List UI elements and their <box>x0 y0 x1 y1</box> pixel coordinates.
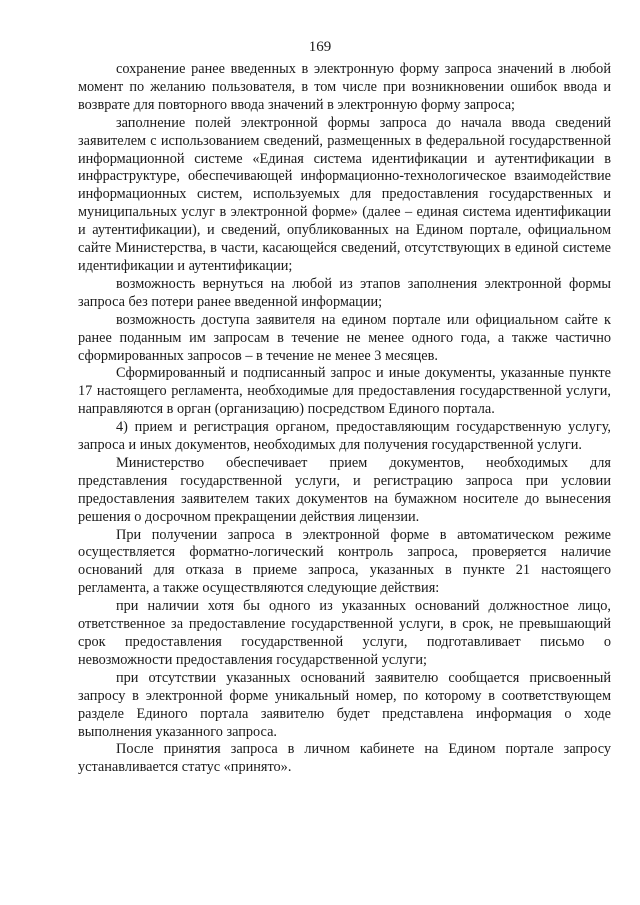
paragraph: Министерство обеспечивает прием документов, необходимых для представления государственной услуги, и регистрацию запроса при условии предоставления заявителем таких документов на бумажном носителе до вынесения решения о досрочном прекращении действия лицензии. <box>78 454 611 525</box>
paragraph: Сформированный и подписанный запрос и иные документы, указанные пункте 17 настоящего регламента, необходимые для предоставления государственной услуги, направляются в орган (организацию) посредством Единого портала. <box>78 365 611 418</box>
document-body <box>78 61 611 777</box>
paragraph: возможность вернуться на любой из этапов заполнения электронной формы запроса без потери ранее введенной информации; <box>78 275 611 310</box>
page-number: 169 <box>308 39 332 55</box>
paragraph: сохранение ранее введенных в электронную форму запроса значений в любой момент по желанию пользователя, в том числе при возникновении ошибок ввода и возврате для повторного ввода значений в электронную форму запроса; <box>78 61 611 113</box>
paragraph: 4) прием и регистрация органом, предоставляющим государственную услугу, запроса и иных документов, необходимых для получения государственной услуги. <box>78 419 611 454</box>
paragraph: при наличии хотя бы одного из указанных оснований должностное лицо, ответственное за предоставление государственной услуги, в срок, не превышающий срок предоставления государственной услуги, подготавливает письмо о невозможности предоставления государственной услуги; <box>78 598 611 668</box>
paragraph: заполнение полей электронной формы запроса до начала ввода сведений заявителем с использованием сведений, размещенных в федеральной государственной информационной системе «Единая система идентификации и аутентификации в инфраструктуре, обеспечивающей информационно-технологическое взаимодействие информационных систем, используемых для предоставления государственных и муниципальных услуг в электронной форме» (далее – единая система идентификации и аутентификации), и сведений, опубликованных на Едином портале, официальном сайте Министерства, в части, касающейся сведений, отсутствующих в единой системе идентификации и аутентификации; <box>78 114 611 274</box>
paragraph: при отсутствии указанных оснований заявителю сообщается присвоенный запросу в электронной форме уникальный номер, по которому в соответствующем разделе Единого портала заявителю будет представлена информация о ходе выполнения указанного запроса. <box>78 669 611 740</box>
paragraph: При получении запроса в электронной форме в автоматическом режиме осуществляется форматно-логический контроль запроса, проверяется наличие оснований для отказа в приеме запроса, указанных в пункте 21 настоящего регламента, а также осуществляются следующие действия: <box>78 526 611 597</box>
paragraph: возможность доступа заявителя на едином портале или официальном сайте к ранее поданным им запросам в течение не менее одного года, а также частично сформированных запросов – в течение не менее 3 месяцев. <box>78 311 611 364</box>
paragraph: После принятия запроса в личном кабинете на Едином портале запросу устанавливается статус «принято». <box>78 741 611 776</box>
